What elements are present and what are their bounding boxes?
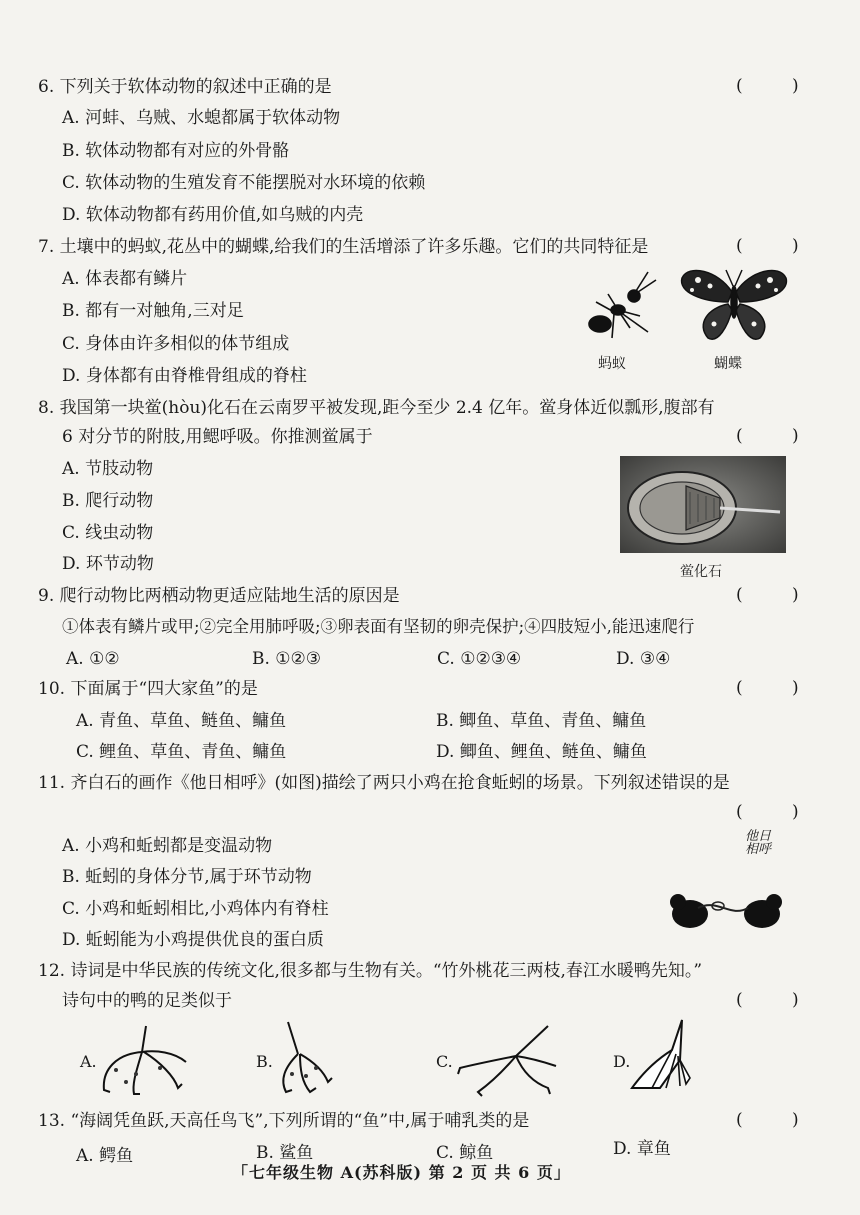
q12-answer-bracket: ( ) [736,990,821,1010]
q7-stem: 7. 土壤中的蚂蚁,花丛中的蝴蝶,给我们的生活增添了许多乐趣。它们的共同特征是 [38,237,649,257]
q11-option-c: C. 小鸡和蚯蚓相比,小鸡体内有脊柱 [62,899,329,919]
ant-caption: 蚂蚁 [598,356,626,372]
ant-illustration [578,266,668,346]
q8-stem-line1: 8. 我国第一块鲎(hòu)化石在云南罗平被发现,距今至少 2.4 亿年。鲎身体近似瓢形,腹部有 [38,398,715,418]
page-footer: 「七年级生物 A(苏科版) 第 2 页 共 6 页」 [232,1163,571,1182]
q7-option-c: C. 身体由许多相似的体节组成 [62,334,290,354]
q6-option-d: D. 软体动物都有药用价值,如乌贼的内壳 [62,205,364,225]
q6-option-b: B. 软体动物都有对应的外骨骼 [62,141,290,161]
q12-option-a-label: A. [80,1052,97,1071]
q12-stem-line1: 12. 诗词是中华民族的传统文化,很多都与生物有关。“竹外桃花三两枝,春江水暖鸭先知。” [38,961,703,981]
q9-answer-bracket: ( ) [736,585,821,605]
q12-option-c-label: C. [436,1052,453,1071]
butterfly-caption: 蝴蝶 [714,356,742,372]
q9-option-b: B. ①②③ [252,649,322,669]
q11-option-d: D. 蚯蚓能为小鸡提供优良的蛋白质 [62,930,324,950]
q12-foot-c-image [452,1022,560,1098]
q12-option-b-label: B. [256,1052,273,1071]
q11-answer-bracket: ( ) [736,802,821,822]
q10-stem: 10. 下面属于“四大家鱼”的是 [38,679,258,699]
q8-option-c: C. 线虫动物 [62,523,154,543]
butterfly-illustration [678,262,790,346]
q6-answer-bracket: ( ) [736,76,821,96]
q13-option-a: A. 鳄鱼 [76,1146,134,1166]
q9-stem: 9. 爬行动物比两栖动物更适应陆地生活的原因是 [38,586,400,606]
q12-foot-d-image [626,1016,698,1098]
q11-option-b: B. 蚯蚓的身体分节,属于环节动物 [62,867,312,887]
q7-answer-bracket: ( ) [736,236,821,256]
q10-option-d: D. 鲫鱼、鲤鱼、鲢鱼、鳙鱼 [436,742,647,762]
q6-option-c: C. 软体动物的生殖发育不能摆脱对水环境的依赖 [62,173,426,193]
q9-option-c: C. ①②③④ [437,649,522,669]
horseshoe-crab-fossil-photo [620,456,786,553]
q13-option-c: C. 鲸鱼 [436,1143,494,1163]
q12-foot-a-image [96,1022,192,1098]
q10-option-a: A. 青鱼、草鱼、鲢鱼、鳙鱼 [76,711,287,731]
q10-option-b: B. 鲫鱼、草鱼、青鱼、鳙鱼 [436,711,647,731]
q6-option-a: A. 河蚌、乌贼、水螅都属于软体动物 [62,108,341,128]
fossil-caption: 鲎化石 [680,564,722,580]
q8-stem-line2: 6 对分节的附肢,用鳃呼吸。你推测鲎属于 [62,427,373,447]
q6-stem: 6. 下列关于软体动物的叙述中正确的是 [38,77,332,97]
q13-option-b: B. 鲨鱼 [256,1143,314,1163]
painting-inscription: 他日相呼 [744,829,771,857]
q13-answer-bracket: ( ) [736,1110,821,1130]
q13-stem: 13. “海阔凭鱼跃,天高任鸟飞”,下列所谓的“鱼”中,属于哺乳类的是 [38,1111,530,1131]
q11-option-a: A. 小鸡和蚯蚓都是变温动物 [62,836,273,856]
q12-foot-b-image [270,1018,340,1098]
q9-statements: ①体表有鳞片或甲;②完全用肺呼吸;③卵表面有坚韧的卵壳保护;④四肢短小,能迅速爬行 [62,617,695,636]
q11-stem: 11. 齐白石的画作《他日相呼》(如图)描绘了两只小鸡在抢食蚯蚓的场景。下列叙述错误的是 [38,773,730,793]
q7-option-a: A. 体表都有鳞片 [62,269,188,289]
q8-answer-bracket: ( ) [736,426,821,446]
q9-option-d: D. ③④ [616,649,671,669]
chicks-painting [668,888,786,932]
q12-option-d-label: D. [613,1052,631,1071]
q10-answer-bracket: ( ) [736,678,821,698]
q8-option-d: D. 环节动物 [62,554,154,574]
q8-option-a: A. 节肢动物 [62,459,154,479]
q8-option-b: B. 爬行动物 [62,491,154,511]
q12-stem-line2: 诗句中的鸭的足类似于 [62,991,232,1011]
q7-option-d: D. 身体都有由脊椎骨组成的脊柱 [62,366,307,386]
q10-option-c: C. 鲤鱼、草鱼、青鱼、鳙鱼 [76,742,287,762]
q9-option-a: A. ①② [66,649,120,669]
q7-option-b: B. 都有一对触角,三对足 [62,301,244,321]
q13-option-d: D. 章鱼 [613,1139,671,1159]
